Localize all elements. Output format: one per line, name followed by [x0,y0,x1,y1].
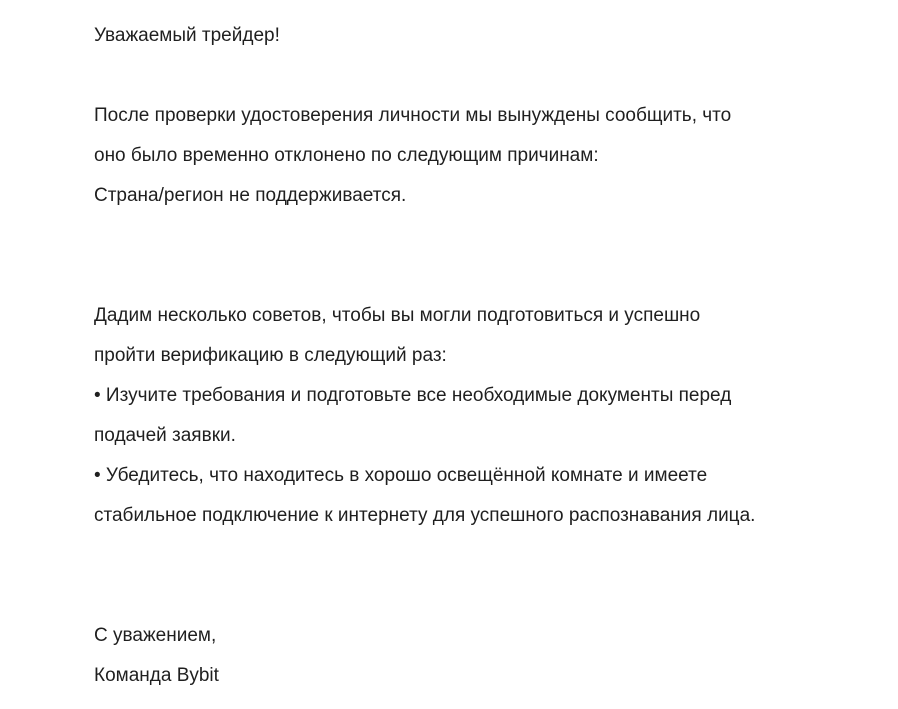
tip-1-line-1: • Изучите требования и подготовьте все необходимые документы перед [94,385,732,406]
rejection-reason: Страна/регион не поддерживается. [94,185,407,206]
greeting: Уважаемый трейдер! [94,25,280,46]
tip-1-line-2: подачей заявки. [94,425,236,446]
signoff-team: Команда Bybit [94,665,219,686]
tip-2-line-1: • Убедитесь, что находитесь в хорошо освещённой комнате и имеете [94,465,708,486]
signoff [94,616,874,696]
email-body [94,16,874,696]
tips-intro-line-2: пройти верификацию в следующий раз: [94,345,447,366]
rejection-line-1: После проверки удостоверения личности мы вынуждены сообщить, что [94,105,732,126]
tip-2-line-2: стабильное подключение к интернету для успешного распознавания лица. [94,505,756,526]
spacer [94,536,874,616]
spacer [94,56,874,96]
spacer [94,216,874,296]
tips-paragraph [94,296,874,536]
rejection-line-2: оно было временно отклонено по следующим причинам: [94,145,599,166]
tips-intro-line-1: Дадим несколько советов, чтобы вы могли подготовиться и успешно [94,305,701,326]
signoff-closing: С уважением, [94,625,217,646]
rejection-paragraph [94,96,874,216]
